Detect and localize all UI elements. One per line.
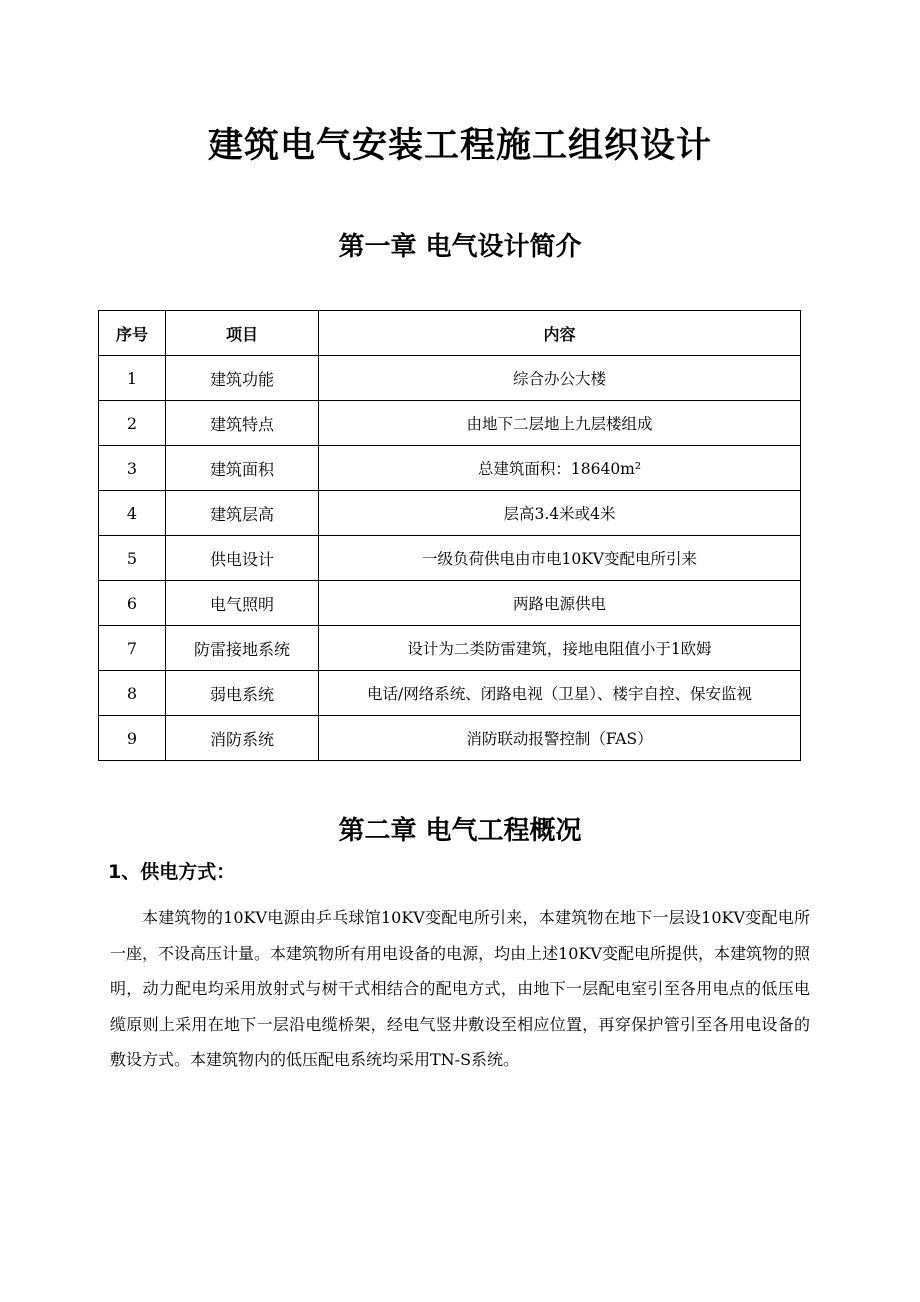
row-index: 8 bbox=[99, 671, 166, 716]
header-index: 序号 bbox=[99, 311, 166, 356]
design-summary-table bbox=[98, 310, 801, 761]
table-row bbox=[99, 356, 801, 401]
row-index: 3 bbox=[99, 446, 166, 491]
row-content: 一级负荷供电由市电10KV变配电所引来 bbox=[319, 536, 801, 581]
table-row bbox=[99, 716, 801, 761]
row-index: 7 bbox=[99, 626, 166, 671]
row-content: 消防联动报警控制（FAS） bbox=[319, 716, 801, 761]
row-content: 由地下二层地上九层楼组成 bbox=[319, 401, 801, 446]
chapter-2-title: 第二章 电气工程概况 bbox=[338, 816, 582, 846]
table-row bbox=[99, 536, 801, 581]
table-row bbox=[99, 626, 801, 671]
row-item: 建筑功能 bbox=[166, 356, 319, 401]
table-row bbox=[99, 401, 801, 446]
row-index: 2 bbox=[99, 401, 166, 446]
row-index: 1 bbox=[99, 356, 166, 401]
row-item: 建筑层高 bbox=[166, 491, 319, 536]
row-item: 消防系统 bbox=[166, 716, 319, 761]
row-item: 弱电系统 bbox=[166, 671, 319, 716]
row-content: 电话/网络系统、闭路电视（卫星）、楼宇自控、保安监视 bbox=[319, 671, 801, 716]
table-row bbox=[99, 446, 801, 491]
row-content: 两路电源供电 bbox=[319, 581, 801, 626]
power-supply-heading: 1、供电方式： bbox=[108, 861, 236, 883]
table-row bbox=[99, 671, 801, 716]
row-index: 4 bbox=[99, 491, 166, 536]
header-content: 内容 bbox=[319, 311, 801, 356]
row-content: 总建筑面积：18640m² bbox=[319, 446, 801, 491]
row-item: 电气照明 bbox=[166, 581, 319, 626]
document-title: 建筑电气安装工程施工组织设计 bbox=[207, 126, 712, 166]
power-supply-paragraph: 本建筑物的10KV电源由乒乓球馆10KV变配电所引来，本建筑物在地下一层设10KV变配电所一座，不设高压计量。本建筑物所有用电设备的电源，均由上述10KV变配电所提供，本建筑物的照明，动力配电均采用放射式与树干式相结合的配电方式，由地下一层配电室引至各用电点的低压电缆原则上采用在地下一层沿电缆桥架，经电气竖井敷设至相应位置，再穿保护管引至各用电设备的敷设方式。本建筑物内的低压配电系统均采用TN-S系统。 bbox=[110, 908, 810, 1069]
table-row bbox=[99, 491, 801, 536]
row-item: 建筑面积 bbox=[166, 446, 319, 491]
table-row bbox=[99, 581, 801, 626]
row-content: 综合办公大楼 bbox=[319, 356, 801, 401]
header-item: 项目 bbox=[166, 311, 319, 356]
row-content: 层高3.4米或4米 bbox=[319, 491, 801, 536]
row-content: 设计为二类防雷建筑，接地电阻值小于1欧姆 bbox=[319, 626, 801, 671]
row-item: 供电设计 bbox=[166, 536, 319, 581]
row-item: 建筑特点 bbox=[166, 401, 319, 446]
chapter-1-title: 第一章 电气设计简介 bbox=[338, 232, 582, 262]
table-header-row bbox=[99, 311, 801, 356]
row-index: 5 bbox=[99, 536, 166, 581]
row-index: 6 bbox=[99, 581, 166, 626]
row-item: 防雷接地系统 bbox=[166, 626, 319, 671]
row-index: 9 bbox=[99, 716, 166, 761]
